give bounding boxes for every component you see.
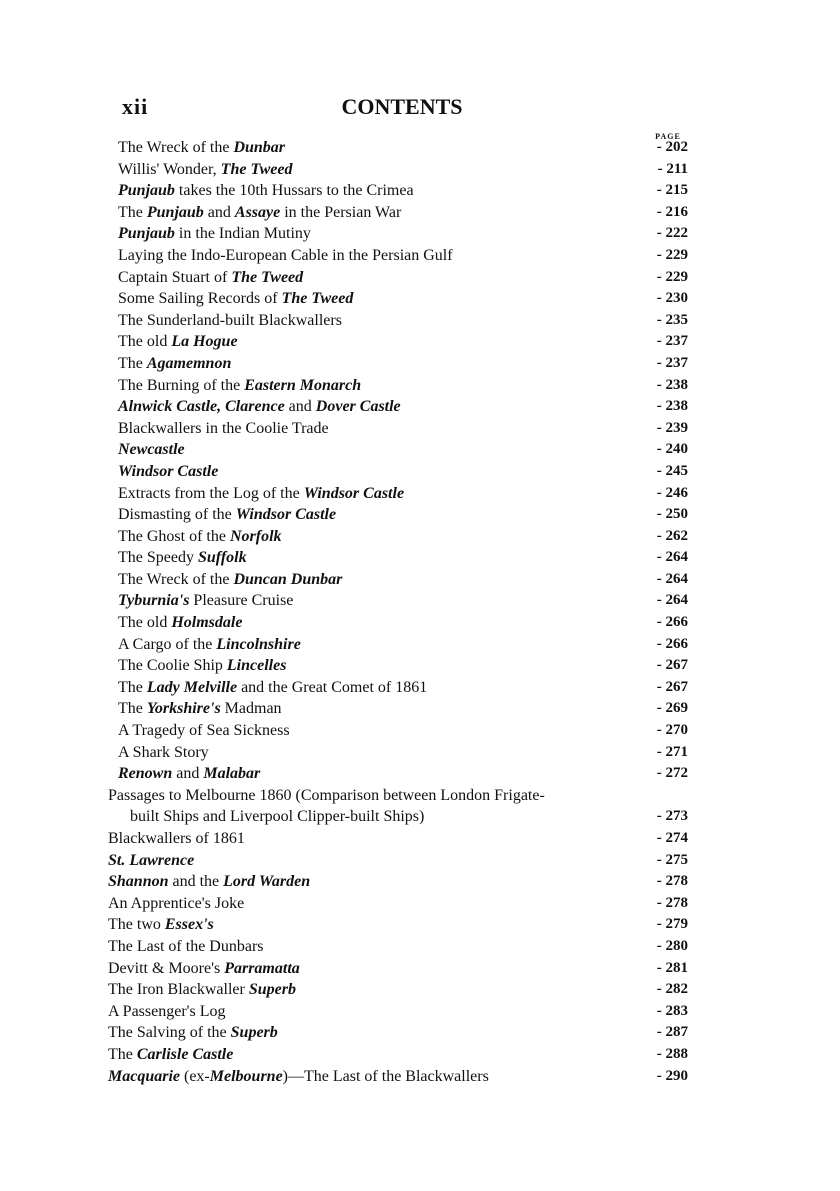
title-text: takes the 10th Hussars to the Crimea bbox=[174, 182, 414, 200]
toc-entry-title bbox=[118, 720, 290, 742]
toc-entry bbox=[108, 245, 688, 267]
toc-entry-title bbox=[118, 310, 342, 332]
toc-entry bbox=[108, 979, 688, 1001]
toc-page-number: - 202 bbox=[656, 139, 688, 155]
toc-entry bbox=[108, 720, 688, 742]
toc-page-number: - 278 bbox=[656, 873, 688, 890]
ship-name: Renown bbox=[118, 765, 173, 783]
toc-entry-title bbox=[108, 1066, 489, 1088]
toc-entry-title bbox=[108, 871, 310, 893]
ship-name: Shannon bbox=[108, 873, 169, 891]
title-text: The Ghost of the bbox=[118, 527, 230, 545]
toc-entry-title bbox=[118, 569, 342, 591]
title-text: built Ships and Liverpool Clipper-built Ships) bbox=[130, 808, 425, 826]
toc-page-number: - 282 bbox=[656, 981, 688, 998]
toc-page-number: - 229 bbox=[656, 246, 688, 263]
toc-entry-title bbox=[108, 914, 214, 936]
toc-entry bbox=[108, 1044, 688, 1066]
toc-entry bbox=[108, 698, 688, 720]
ship-name: Lincelles bbox=[226, 657, 287, 675]
toc-entry-title bbox=[118, 439, 185, 461]
toc-entry bbox=[108, 655, 688, 677]
ship-name: Alnwick Castle, Clarence bbox=[118, 398, 285, 416]
toc-entry bbox=[108, 569, 688, 591]
toc-entry-title bbox=[108, 1022, 278, 1044]
ship-name: Punjaub bbox=[118, 225, 175, 243]
toc-entry-title bbox=[118, 612, 242, 634]
ship-name: Melbourne bbox=[209, 1067, 283, 1085]
toc-page-number: - 240 bbox=[656, 441, 688, 458]
title-text: Pleasure Cruise bbox=[189, 592, 294, 610]
toc-page-number: - 245 bbox=[656, 462, 688, 479]
toc-page-number: - 288 bbox=[656, 1045, 688, 1062]
toc-page-number: - 267 bbox=[656, 678, 688, 695]
toc-entry-title bbox=[118, 159, 293, 181]
toc-page-number: - 215 bbox=[656, 182, 688, 199]
title-text: Some Sailing Records of bbox=[118, 290, 282, 308]
toc-entry bbox=[108, 310, 688, 332]
title-text: The two bbox=[108, 916, 165, 934]
toc-entry-title bbox=[118, 331, 238, 353]
ship-name: Agamemnon bbox=[146, 354, 232, 372]
toc-page-number: - 269 bbox=[656, 700, 688, 717]
toc-page-number: - 264 bbox=[656, 549, 688, 566]
ship-name: Lady Melville bbox=[146, 678, 238, 696]
ship-name: Macquarie bbox=[108, 1067, 180, 1085]
toc-page-number: - 278 bbox=[656, 894, 688, 911]
toc-entry bbox=[108, 958, 688, 980]
toc-entry bbox=[108, 1066, 688, 1088]
toc-page-number: - 238 bbox=[656, 376, 688, 393]
ship-name: Tyburnia's bbox=[118, 592, 190, 610]
toc-page-number: - 229 bbox=[656, 268, 688, 285]
title-text: The bbox=[118, 354, 147, 372]
toc-entry bbox=[108, 1001, 688, 1023]
title-text: Madman bbox=[220, 700, 282, 718]
toc-page-number: - 272 bbox=[656, 765, 688, 782]
toc-entry bbox=[108, 526, 688, 548]
toc-entry-title bbox=[118, 223, 311, 245]
title-text: Devitt & Moore's bbox=[108, 959, 225, 977]
title-text: in the Persian War bbox=[280, 203, 402, 221]
toc-entry-title bbox=[118, 763, 260, 785]
ship-name: Malabar bbox=[203, 765, 261, 783]
toc-entry-title bbox=[118, 137, 285, 159]
toc-entry bbox=[108, 850, 688, 872]
toc-entry bbox=[108, 439, 688, 461]
toc-page-number: - 273 bbox=[656, 808, 688, 825]
toc-entry-title bbox=[118, 396, 401, 418]
toc-entry bbox=[108, 288, 688, 310]
ship-name: Carlisle Castle bbox=[136, 1045, 234, 1063]
toc-page-number: - 246 bbox=[656, 484, 688, 501]
toc-entry-title bbox=[118, 461, 218, 483]
ship-name: Suffolk bbox=[197, 549, 247, 567]
toc-entry bbox=[108, 763, 688, 785]
title-text: The bbox=[118, 700, 147, 718]
title-text: Passages to Melbourne 1860 (Comparison between London Frigate- bbox=[108, 786, 545, 804]
toc-page-number: - 235 bbox=[656, 311, 688, 328]
toc-page-number: - 287 bbox=[656, 1024, 688, 1041]
toc-page-number: - 290 bbox=[656, 1067, 688, 1084]
toc-page-number: - 281 bbox=[656, 959, 688, 976]
toc-entry-title bbox=[118, 742, 209, 764]
title-text: Blackwallers of 1861 bbox=[108, 830, 245, 847]
toc-entry bbox=[108, 353, 688, 375]
title-text: Captain Stuart of bbox=[118, 268, 232, 286]
title-text: Blackwallers in the Coolie Trade bbox=[118, 419, 329, 437]
toc-page-number: - 237 bbox=[656, 354, 688, 371]
ship-name: Lincolnshire bbox=[216, 635, 301, 653]
toc-entry-title bbox=[118, 677, 427, 699]
ship-name: Windsor Castle bbox=[118, 462, 219, 480]
toc-page-number: - 266 bbox=[656, 635, 688, 652]
toc-entry bbox=[108, 202, 688, 224]
toc-entry bbox=[108, 418, 688, 440]
title-text: Laying the Indo-European Cable in the Persian Gulf bbox=[118, 246, 453, 264]
title-text: in the Indian Mutiny bbox=[174, 225, 311, 243]
title-text: The Last of the Dunbars bbox=[108, 937, 264, 955]
title-text: A Tragedy of Sea Sickness bbox=[118, 722, 290, 740]
toc-entry-title bbox=[118, 526, 282, 548]
toc-page-number: - 238 bbox=[656, 398, 688, 415]
title-text: The old bbox=[118, 614, 172, 632]
toc-entry-title bbox=[118, 288, 353, 310]
page-number: xii bbox=[122, 94, 149, 119]
title-text: and bbox=[284, 398, 316, 416]
toc-entry bbox=[108, 375, 688, 397]
title-text: The Wreck of the bbox=[118, 570, 234, 588]
ship-name: Windsor Castle bbox=[303, 484, 405, 502]
title-text: The bbox=[118, 678, 147, 696]
title-text: (ex- bbox=[180, 1067, 210, 1085]
toc-entry-title bbox=[118, 547, 247, 569]
ship-name: Eastern Monarch bbox=[244, 376, 362, 394]
title-text: The bbox=[118, 203, 147, 221]
toc-page-number: - 267 bbox=[656, 657, 688, 674]
toc-entry-title bbox=[108, 850, 194, 872]
title-text: The Burning of the bbox=[118, 376, 245, 394]
title-text: A Passenger's Log bbox=[108, 1002, 226, 1020]
toc-page-number: - 250 bbox=[656, 506, 688, 523]
toc-entry bbox=[108, 483, 688, 505]
toc-entry-title bbox=[118, 655, 286, 677]
toc-entry bbox=[108, 936, 688, 958]
toc-page-number: - 270 bbox=[656, 722, 688, 739]
toc-entry-title bbox=[118, 698, 282, 720]
toc-entry bbox=[108, 590, 688, 612]
toc-entry bbox=[108, 137, 688, 159]
toc-entry-title bbox=[108, 785, 545, 807]
toc-entry bbox=[108, 331, 688, 353]
page-title: CONTENTS bbox=[341, 94, 463, 119]
toc-page-number: - 264 bbox=[656, 592, 688, 609]
toc-entry bbox=[108, 677, 688, 699]
toc-page-number: - 280 bbox=[656, 937, 688, 954]
toc-entry-title bbox=[118, 202, 401, 224]
toc-entry-title bbox=[118, 504, 336, 526]
ship-name: Punjaub bbox=[118, 182, 175, 200]
toc-entry-title bbox=[118, 267, 303, 289]
toc-entry-title bbox=[118, 180, 414, 202]
toc-entry-title bbox=[108, 958, 300, 980]
toc-entry-title bbox=[118, 483, 404, 505]
toc-entry-title bbox=[108, 1001, 226, 1023]
toc-entry bbox=[108, 634, 688, 656]
ship-name: Punjaub bbox=[146, 203, 204, 221]
toc-entry bbox=[108, 612, 688, 634]
toc-entry-title bbox=[118, 634, 301, 656]
toc-page-number: - 239 bbox=[656, 419, 688, 436]
title-text: The Iron Blackwaller bbox=[108, 981, 249, 999]
toc-page-number: - 230 bbox=[656, 290, 688, 307]
toc-entry-title bbox=[108, 893, 244, 915]
title-text: and bbox=[203, 203, 235, 221]
toc-entry-title bbox=[118, 375, 361, 397]
title-text: The Speedy bbox=[118, 549, 198, 567]
toc-page-number: - 262 bbox=[656, 527, 688, 544]
ship-name: Norfolk bbox=[229, 527, 282, 545]
title-text: The Sunderland-built Blackwallers bbox=[118, 311, 342, 329]
toc-entry-title bbox=[108, 828, 245, 850]
ship-name: Essex's bbox=[164, 916, 214, 934]
ship-name: The Tweed bbox=[231, 268, 304, 286]
title-text: The Coolie Ship bbox=[118, 657, 227, 675]
toc-entry-title bbox=[108, 1044, 233, 1066]
title-text: Extracts from the Log of the bbox=[118, 484, 304, 502]
page-column-label: PAGE bbox=[655, 132, 681, 141]
ship-name: Duncan Dunbar bbox=[233, 570, 343, 588]
title-text: Willis' Wonder, bbox=[118, 160, 221, 178]
toc-entry bbox=[108, 461, 688, 483]
toc-entry-title bbox=[130, 806, 424, 828]
toc-entry bbox=[108, 547, 688, 569]
toc-page-number: - 237 bbox=[656, 333, 688, 350]
toc-entry bbox=[108, 267, 688, 289]
toc-page-number: - 271 bbox=[656, 743, 688, 760]
title-text: The bbox=[108, 1045, 137, 1063]
title-text: and the bbox=[168, 873, 224, 891]
ship-name: Superb bbox=[230, 1024, 278, 1042]
ship-name: Holmsdale bbox=[171, 614, 243, 632]
title-text: The old bbox=[118, 333, 172, 351]
toc-entry bbox=[108, 742, 688, 764]
title-text: Dismasting of the bbox=[118, 506, 236, 524]
title-text: The Salving of the bbox=[108, 1024, 231, 1042]
ship-name: Lord Warden bbox=[223, 873, 311, 891]
toc-page-number: - 274 bbox=[656, 830, 688, 846]
title-text: and the Great Comet of 1861 bbox=[237, 678, 428, 696]
toc-page-number: - 275 bbox=[656, 851, 688, 868]
toc-page-number: - 283 bbox=[656, 1002, 688, 1019]
toc-entry-title bbox=[118, 590, 293, 612]
toc-entry bbox=[108, 1022, 688, 1044]
toc-entry-title bbox=[118, 418, 329, 440]
toc-entry-title bbox=[118, 245, 453, 267]
toc-entry bbox=[108, 893, 688, 915]
ship-name: Dunbar bbox=[233, 139, 286, 156]
toc-entry bbox=[108, 396, 688, 418]
toc-page-number: - 266 bbox=[656, 614, 688, 631]
toc-page-number: - 216 bbox=[656, 203, 688, 220]
contents-list bbox=[108, 137, 688, 1087]
ship-name: Assaye bbox=[234, 203, 281, 221]
toc-page-number: - 264 bbox=[656, 570, 688, 587]
ship-name: Dover Castle bbox=[315, 398, 401, 416]
ship-name: Windsor Castle bbox=[235, 506, 337, 524]
ship-name: Superb bbox=[248, 981, 296, 999]
title-text: The Wreck of the bbox=[118, 139, 234, 156]
ship-name: Newcastle bbox=[118, 441, 185, 459]
title-text: )—The Last of the Blackwallers bbox=[282, 1067, 489, 1085]
title-text: and bbox=[172, 765, 204, 783]
toc-entry bbox=[108, 828, 688, 850]
toc-page-number: - 222 bbox=[656, 225, 688, 242]
toc-entry bbox=[108, 785, 688, 807]
ship-name: The Tweed bbox=[220, 160, 293, 178]
ship-name: Yorkshire's bbox=[146, 700, 221, 718]
toc-entry bbox=[108, 159, 688, 181]
toc-entry bbox=[108, 806, 688, 828]
toc-page-number: - 211 bbox=[657, 160, 688, 177]
toc-entry-title bbox=[108, 979, 296, 1001]
title-text: An Apprentice's Joke bbox=[108, 894, 245, 912]
toc-entry bbox=[108, 504, 688, 526]
toc-entry bbox=[108, 914, 688, 936]
toc-entry bbox=[108, 223, 688, 245]
toc-entry bbox=[108, 871, 688, 893]
toc-entry-title bbox=[118, 353, 231, 375]
page-header bbox=[122, 94, 682, 124]
ship-name: The Tweed bbox=[281, 290, 354, 308]
title-text: A Shark Story bbox=[118, 743, 209, 761]
ship-name: Parramatta bbox=[224, 959, 300, 977]
toc-page-number: - 279 bbox=[656, 916, 688, 933]
toc-entry bbox=[108, 180, 688, 202]
toc-entry-title bbox=[108, 936, 264, 958]
title-text: A Cargo of the bbox=[118, 635, 217, 653]
ship-name: St. Lawrence bbox=[108, 851, 195, 869]
ship-name: La Hogue bbox=[171, 333, 238, 351]
